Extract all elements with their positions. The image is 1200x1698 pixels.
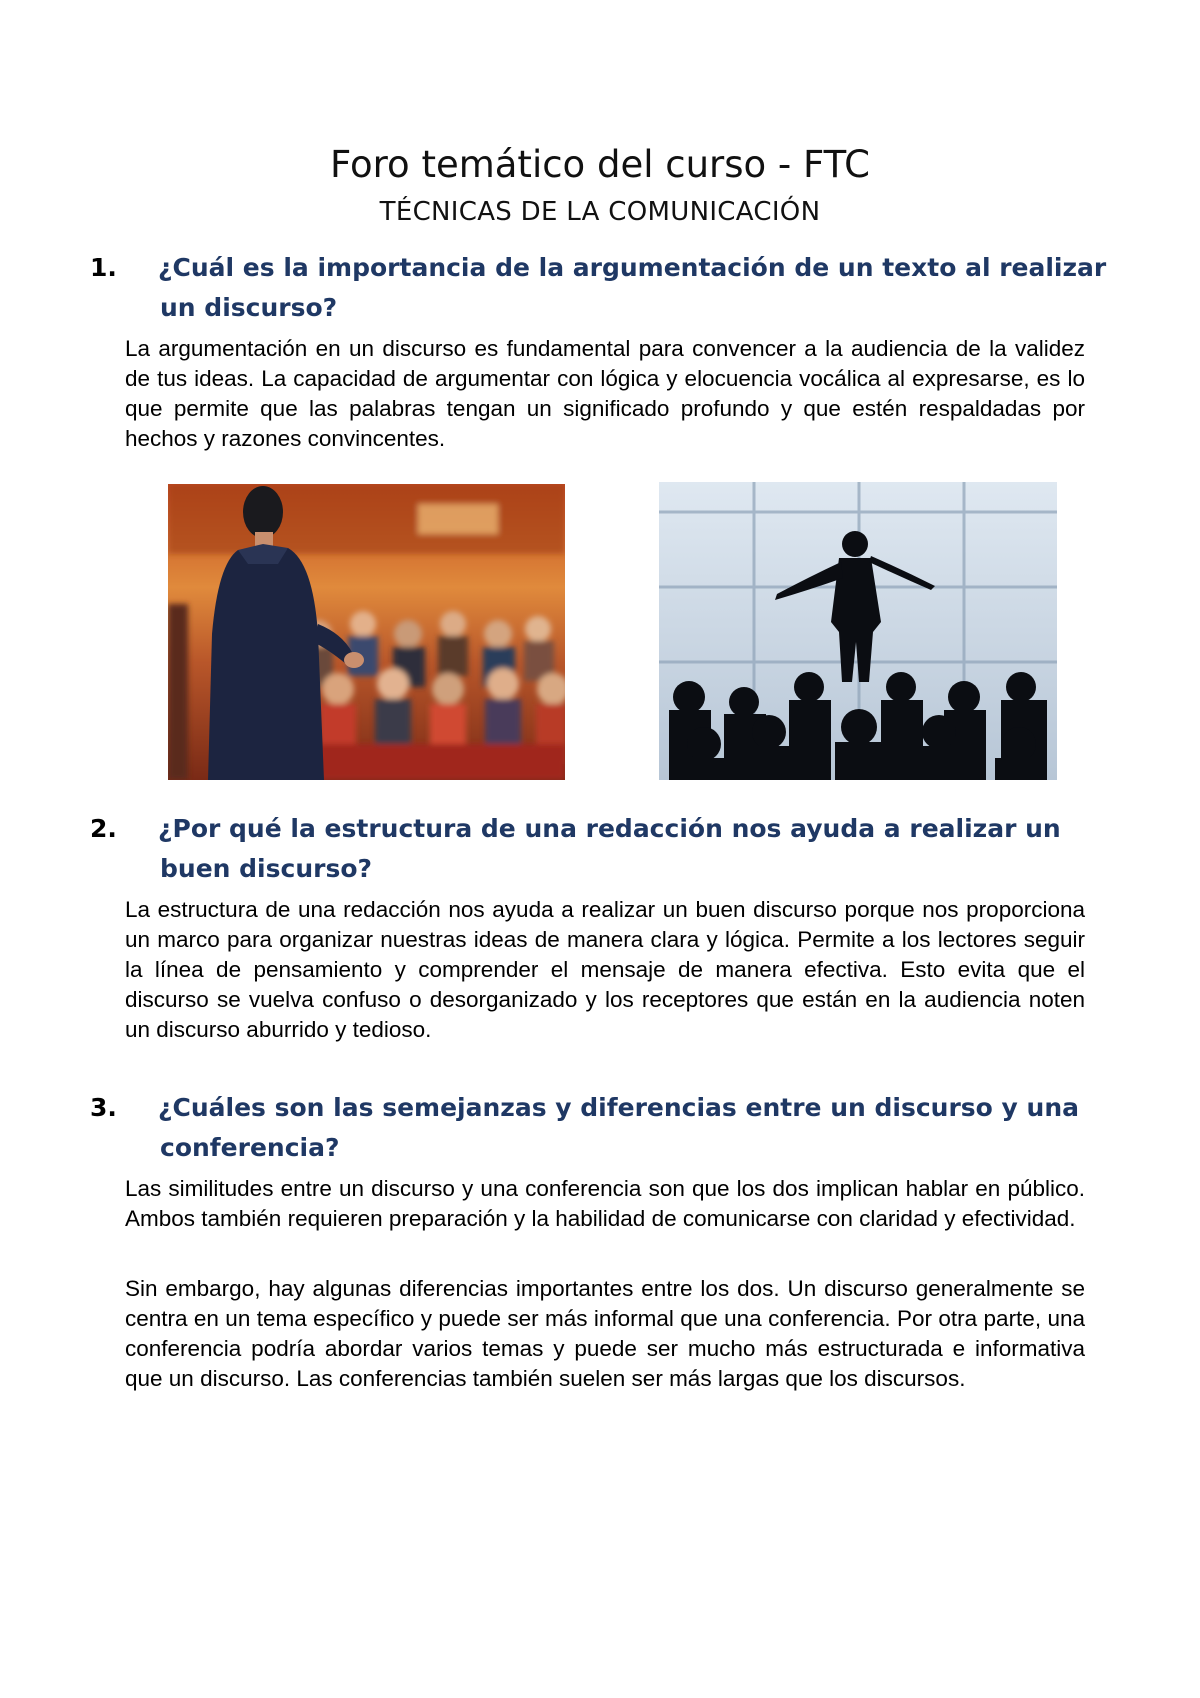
question-3 — [90, 1088, 1120, 1168]
speaker-audience-photo — [168, 484, 565, 780]
answer-1-paragraph: La argumentación en un discurso es fundamental para convencer a la audiencia de la validez de tus ideas. La capacidad de argumentar con lógica y elocuencia vocálica al expresarse, es lo que permite que las palabras tengan un significado profundo y que estén respaldadas por hechos y razones convincentes. — [125, 336, 1085, 451]
document-title: Foro temático del curso - FTC — [330, 143, 870, 186]
silhouette-speaker-photo — [659, 482, 1057, 780]
question-3-number: 3. — [90, 1093, 117, 1122]
question-1-text: ¿Cuál es la importancia de la argumentación de un texto al realizar un discurso? — [158, 253, 1107, 322]
answer-2-paragraph: La estructura de una redacción nos ayuda a realizar un buen discurso porque nos proporciona un marco para organizar nuestras ideas de manera clara y lógica. Permite a los lectores seguir la línea de pensamiento y comprender el mensaje de manera efectiva. Esto evita que el discurso se vuelva confuso o desorganizado y los receptores que están en la audiencia noten un discurso aburrido y tedioso. — [125, 897, 1085, 1042]
question-2-text: ¿Por qué la estructura de una redacción nos ayuda a realizar un buen discurso? — [158, 814, 1061, 883]
answer-3-paragraph-1: Las similitudes entre un discurso y una conferencia son que los dos implican hablar en público. Ambos también requieren preparación y la habilidad de comunicarse con claridad y efectividad. — [125, 1176, 1085, 1231]
document-subtitle: TÉCNICAS DE LA COMUNICACIÓN — [379, 197, 821, 227]
answer-3-paragraph-2: Sin embargo, hay algunas diferencias importantes entre los dos. Un discurso generalmente se centra en un tema específico y puede ser más informal que una conferencia. Por otra parte, una conferencia podría abordar varios temas y puede ser mucho más estructurada e informativa que un discurso. Las conferencias también suelen ser más largas que los discursos. — [125, 1276, 1085, 1391]
question-2-number: 2. — [90, 814, 117, 843]
question-3-text: ¿Cuáles son las semejanzas y diferencias entre un discurso y una conferencia? — [158, 1093, 1080, 1162]
question-1 — [90, 248, 1120, 328]
question-2 — [90, 809, 1120, 889]
question-1-number: 1. — [90, 253, 117, 282]
